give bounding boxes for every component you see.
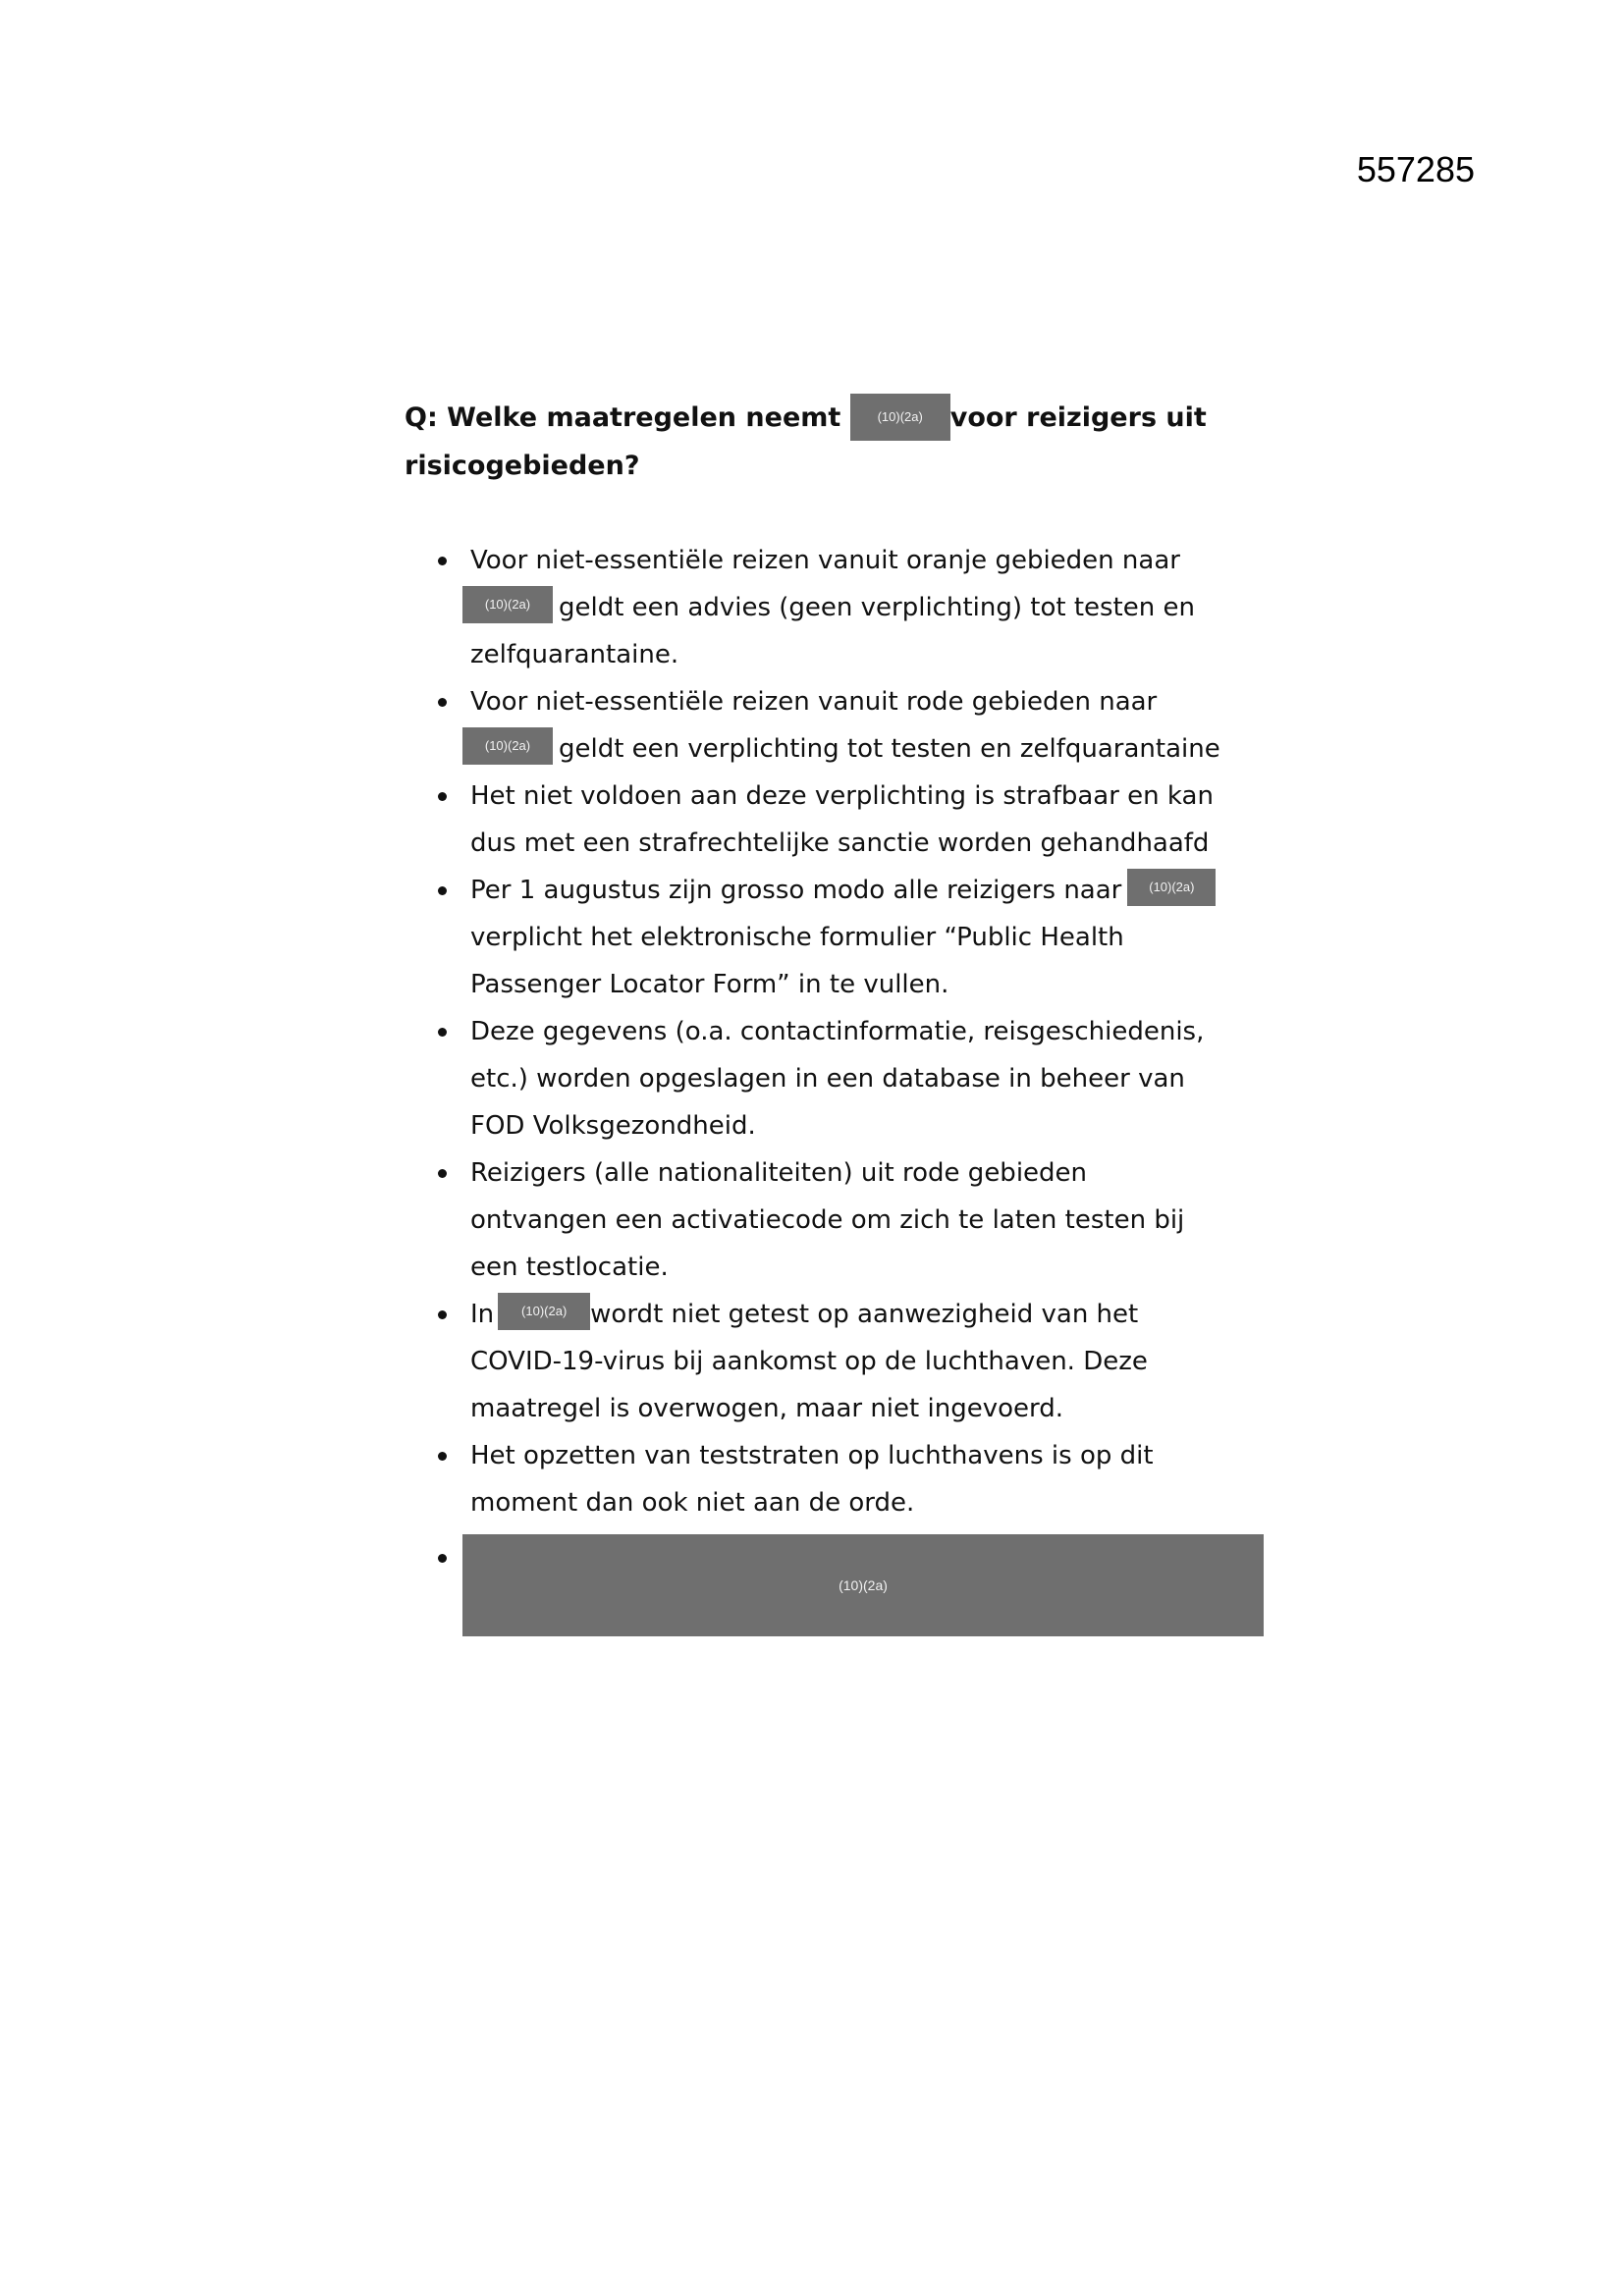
question-text-after: voor reizigers uit: [949, 402, 1207, 433]
list-item-text-line: [470, 867, 1269, 914]
list-item-text-line: [462, 584, 1269, 631]
list-item: [405, 1534, 1269, 1636]
bullet-icon: [438, 886, 447, 895]
list-item: [405, 1149, 1269, 1291]
bullet-icon: [438, 1554, 447, 1563]
list-item-text: zelfquarantaine.: [470, 639, 679, 669]
bullet-icon: [438, 1169, 447, 1178]
list-item-text: Het niet voldoen aan deze verplichting is strafbaar en kan: [470, 780, 1214, 811]
list-item-text: COVID-19-virus bij aankomst op de luchthaven. Deze: [470, 1346, 1148, 1376]
bullet-icon: [438, 698, 447, 707]
list-item-text-line: [462, 725, 1269, 773]
list-item: [405, 537, 1269, 678]
list-item-text: ontvangen een activatiecode om zich te laten testen bij: [470, 1204, 1185, 1235]
question-text-before: Q: Welke maatregelen neemt: [405, 402, 841, 433]
bullet-icon: [438, 792, 447, 801]
list-item-text: een testlocatie.: [470, 1252, 669, 1282]
bullet-icon: [438, 1452, 447, 1461]
list-item-text: verplicht het elektronische formulier “Public Health: [470, 922, 1124, 952]
list-item-text: moment dan ook niet aan de orde.: [470, 1487, 915, 1518]
list-item-text: dus met een strafrechtelijke sanctie worden gehandhaafd: [470, 828, 1210, 858]
list-item-text: Passenger Locator Form” in te vullen.: [470, 969, 949, 999]
bullet-icon: [438, 557, 447, 565]
bullet-icon: [438, 1310, 447, 1319]
redaction-box: (10)(2a): [1127, 869, 1216, 906]
bullet-icon: [438, 1028, 447, 1037]
list-item: [405, 1291, 1269, 1432]
list-item: [405, 867, 1269, 1008]
redaction-block: (10)(2a): [462, 1534, 1264, 1636]
list-item: [405, 773, 1269, 867]
document-number: 557285: [1356, 149, 1475, 189]
list-item-text: In: [470, 1299, 495, 1329]
redaction-box: (10)(2a): [462, 727, 553, 765]
list-item: [405, 678, 1269, 773]
list-item-text: geldt een advies (geen verplichting) tot testen en: [559, 592, 1195, 622]
list-item-text: Deze gegevens (o.a. contactinformatie, reisgeschiedenis,: [470, 1016, 1205, 1046]
list-item-text: Voor niet-essentiële reizen vanuit oranje gebieden naar: [470, 545, 1180, 575]
list-item-text: etc.) worden opgeslagen in een database in beheer van: [470, 1063, 1185, 1094]
list-item-text: Voor niet-essentiële reizen vanuit rode gebieden naar: [470, 686, 1158, 717]
redaction-box: (10)(2a): [498, 1293, 590, 1330]
question-heading: [405, 395, 1269, 490]
list-item-text: Het opzetten van teststraten op luchthavens is op dit: [470, 1440, 1154, 1470]
list-item-text: Per 1 augustus zijn grosso modo alle reizigers naar: [470, 875, 1122, 905]
list-item: [405, 1008, 1269, 1149]
redaction-box: (10)(2a): [462, 586, 553, 623]
redaction-box: (10)(2a): [850, 394, 950, 441]
list-item-text-line: [470, 1291, 1269, 1338]
list-item-text: Reizigers (alle nationaliteiten) uit rode gebieden: [470, 1157, 1088, 1188]
question-text-line2: risicogebieden?: [405, 450, 640, 481]
list-item-text: FOD Volksgezondheid.: [470, 1110, 756, 1141]
list-item: [405, 1432, 1269, 1526]
list-item-text: wordt niet getest op aanwezigheid van het: [590, 1299, 1139, 1329]
measures-list: [405, 537, 1269, 1636]
document-body: [405, 395, 1269, 1636]
list-item-text: maatregel is overwogen, maar niet ingevoerd.: [470, 1393, 1063, 1423]
list-item-text: geldt een verplichting tot testen en zelfquarantaine: [559, 733, 1220, 764]
